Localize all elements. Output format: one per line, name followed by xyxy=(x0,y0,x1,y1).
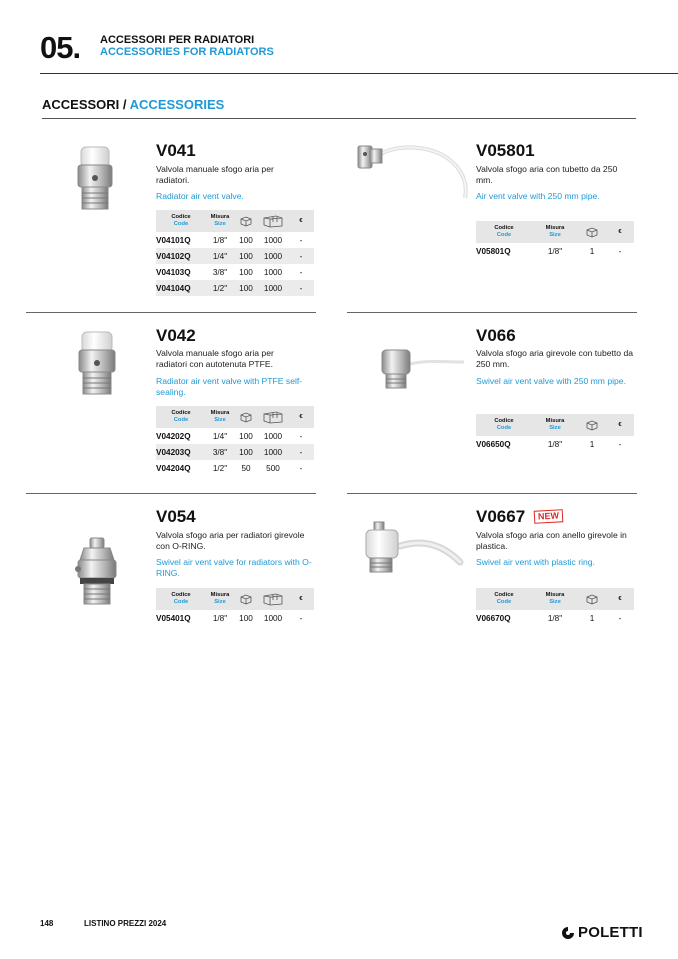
row-code: V04104Q xyxy=(156,280,206,296)
row-qty-box: 100 xyxy=(239,235,253,245)
row-size: 1/8" xyxy=(547,439,563,449)
v041-code: V041 xyxy=(156,141,196,160)
row-qty-carton: 1000 xyxy=(263,235,283,245)
v041-desc-it: Valvola manuale sfogo aria per radiatori. xyxy=(156,164,274,185)
row-qty-box: 100 xyxy=(239,267,253,277)
v042-product-image xyxy=(70,328,124,398)
header-price: € xyxy=(288,210,314,232)
divider-right-2 xyxy=(347,493,637,494)
row-qty-box: 1 xyxy=(589,439,595,449)
header-price: € xyxy=(606,588,634,610)
box-icon xyxy=(234,588,258,610)
v05801-desc-en: Air vent valve with 250 mm pipe. xyxy=(476,191,600,201)
section-rule xyxy=(42,118,636,119)
row-size: 1/4" xyxy=(206,248,234,264)
v054-product-image xyxy=(72,536,122,608)
row-qty-box: 50 xyxy=(241,463,251,473)
v0667-desc-it: Valvola sfogo aria con anello girevole in plastica. xyxy=(476,530,627,551)
v054-desc-en: Swivel air vent valve for radiators with O-RING. xyxy=(156,557,312,578)
header-size: Misura Size xyxy=(206,406,234,428)
row-price: - xyxy=(299,613,303,623)
row-qty-box: 100 xyxy=(239,613,253,623)
v042-table xyxy=(156,406,314,476)
row-size: 3/8" xyxy=(206,444,234,460)
divider-right-1 xyxy=(347,312,637,313)
box-icon xyxy=(234,210,258,232)
v054-code: V054 xyxy=(156,507,196,526)
row-code: V04103Q xyxy=(156,267,191,277)
row-size: 3/8" xyxy=(212,267,228,277)
divider-left-1 xyxy=(26,312,316,313)
header-price: € xyxy=(606,221,634,243)
header-size: Misura Size xyxy=(206,210,234,232)
row-code: V04204Q xyxy=(156,463,191,473)
box-icon xyxy=(578,414,606,436)
row-size: 1/8" xyxy=(547,613,563,623)
header-code: Codice Code xyxy=(476,588,532,610)
row-price: - xyxy=(299,235,303,245)
row-price: - xyxy=(299,431,303,441)
brand-logo: POLETTI xyxy=(578,924,643,941)
row-code: V05801Q xyxy=(476,246,511,256)
header-rule xyxy=(40,73,678,74)
v066-desc-en: Swivel air vent valve with 250 mm pipe. xyxy=(476,376,626,386)
row-code: V04202Q xyxy=(156,431,191,441)
section-title-it: ACCESSORI / xyxy=(42,97,130,112)
chapter-title-it: ACCESSORI PER RADIATORI xyxy=(100,34,255,46)
header-size: Misura Size xyxy=(532,414,578,436)
header-size: Misura Size xyxy=(206,588,234,610)
row-qty-box: 1 xyxy=(589,246,595,256)
new-badge: NEW xyxy=(534,509,564,523)
row-size: 1/8" xyxy=(212,613,228,623)
row-code: V05401Q xyxy=(156,613,191,623)
v0667-table xyxy=(476,588,634,626)
box-icon xyxy=(234,406,258,428)
row-size: 1/2" xyxy=(206,280,234,296)
row-size: 1/4" xyxy=(212,431,228,441)
box-icon xyxy=(578,221,606,243)
carton-icon xyxy=(258,210,288,232)
v0667-code: V0667 xyxy=(476,507,526,526)
row-price: - xyxy=(288,444,314,460)
header-size: Misura Size xyxy=(532,221,578,243)
row-price: - xyxy=(299,267,303,277)
row-size: 1/8" xyxy=(547,246,563,256)
row-price: - xyxy=(618,246,622,256)
row-code: V06670Q xyxy=(476,613,511,623)
row-qty-carton: 1000 xyxy=(258,248,288,264)
header-code: Codice Code xyxy=(156,406,206,428)
row-qty-carton: 1000 xyxy=(263,267,283,277)
section-title-en: ACCESSORIES xyxy=(129,97,225,112)
header-price: € xyxy=(288,406,314,428)
v041-desc-en: Radiator air vent valve. xyxy=(156,191,244,201)
row-qty-carton: 1000 xyxy=(258,280,288,296)
v041-table xyxy=(156,210,314,296)
header-code: Codice Code xyxy=(156,588,206,610)
v042-code: V042 xyxy=(156,326,196,345)
header-price: € xyxy=(606,414,634,436)
row-size: 1/8" xyxy=(212,235,228,245)
v05801-product-image xyxy=(350,140,470,202)
row-qty-box: 100 xyxy=(239,431,253,441)
v05801-desc-it: Valvola sfogo aria con tubetto da 250 mm. xyxy=(476,164,618,185)
carton-icon xyxy=(258,588,288,610)
row-code: V06650Q xyxy=(476,439,511,449)
row-code: V04203Q xyxy=(156,444,206,460)
row-qty-carton: 500 xyxy=(266,463,280,473)
header-price: € xyxy=(288,588,314,610)
row-price: - xyxy=(299,463,303,473)
header-size: Misura Size xyxy=(532,588,578,610)
row-qty-carton: 1000 xyxy=(263,431,283,441)
v041-product-image xyxy=(70,143,120,213)
v054-desc-it: Valvola sfogo aria per radiatori girevole con O-RING. xyxy=(156,530,305,551)
section-title xyxy=(42,97,224,112)
row-price: - xyxy=(618,613,622,623)
header-code: Codice Code xyxy=(156,210,206,232)
v042-desc-it: Valvola manuale sfogo aria per radiatori con autotenuta PTFE. xyxy=(156,348,274,369)
v042-desc-en: Radiator air vent valve with PTFE self-sealing. xyxy=(156,376,303,397)
price-list-label: LISTINO PREZZI 2024 xyxy=(84,919,167,928)
poletti-logo-icon xyxy=(561,926,575,940)
row-qty-box: 100 xyxy=(234,444,258,460)
row-qty-carton: 1000 xyxy=(258,444,288,460)
box-icon xyxy=(578,588,606,610)
divider-left-2 xyxy=(26,493,316,494)
header-code: Codice Code xyxy=(476,414,532,436)
v054-table xyxy=(156,588,314,626)
v066-table xyxy=(476,414,634,452)
chapter-title-en: ACCESSORIES FOR RADIATORS xyxy=(100,46,274,58)
header-code: Codice Code xyxy=(476,221,532,243)
v0667-product-image xyxy=(360,518,466,576)
row-size: 1/2" xyxy=(212,463,228,473)
row-qty-carton: 1000 xyxy=(263,613,283,623)
row-qty-box: 1 xyxy=(589,613,595,623)
row-code: V04102Q xyxy=(156,248,206,264)
v066-desc-it: Valvola sfogo aria girevole con tubetto da 250 mm. xyxy=(476,348,634,369)
chapter-number: 05. xyxy=(40,30,81,65)
row-code: V04101Q xyxy=(156,235,191,245)
v066-product-image xyxy=(376,340,466,394)
page-number: 148 xyxy=(40,919,54,928)
row-qty-box: 100 xyxy=(234,248,258,264)
v05801-code: V05801 xyxy=(476,141,535,160)
row-qty-box: 100 xyxy=(234,280,258,296)
v066-code: V066 xyxy=(476,326,516,345)
row-price: - xyxy=(288,248,314,264)
row-price: - xyxy=(288,280,314,296)
v05801-table xyxy=(476,221,634,259)
carton-icon xyxy=(258,406,288,428)
row-price: - xyxy=(618,439,622,449)
v0667-desc-en: Swivel air vent with plastic ring. xyxy=(476,557,595,567)
